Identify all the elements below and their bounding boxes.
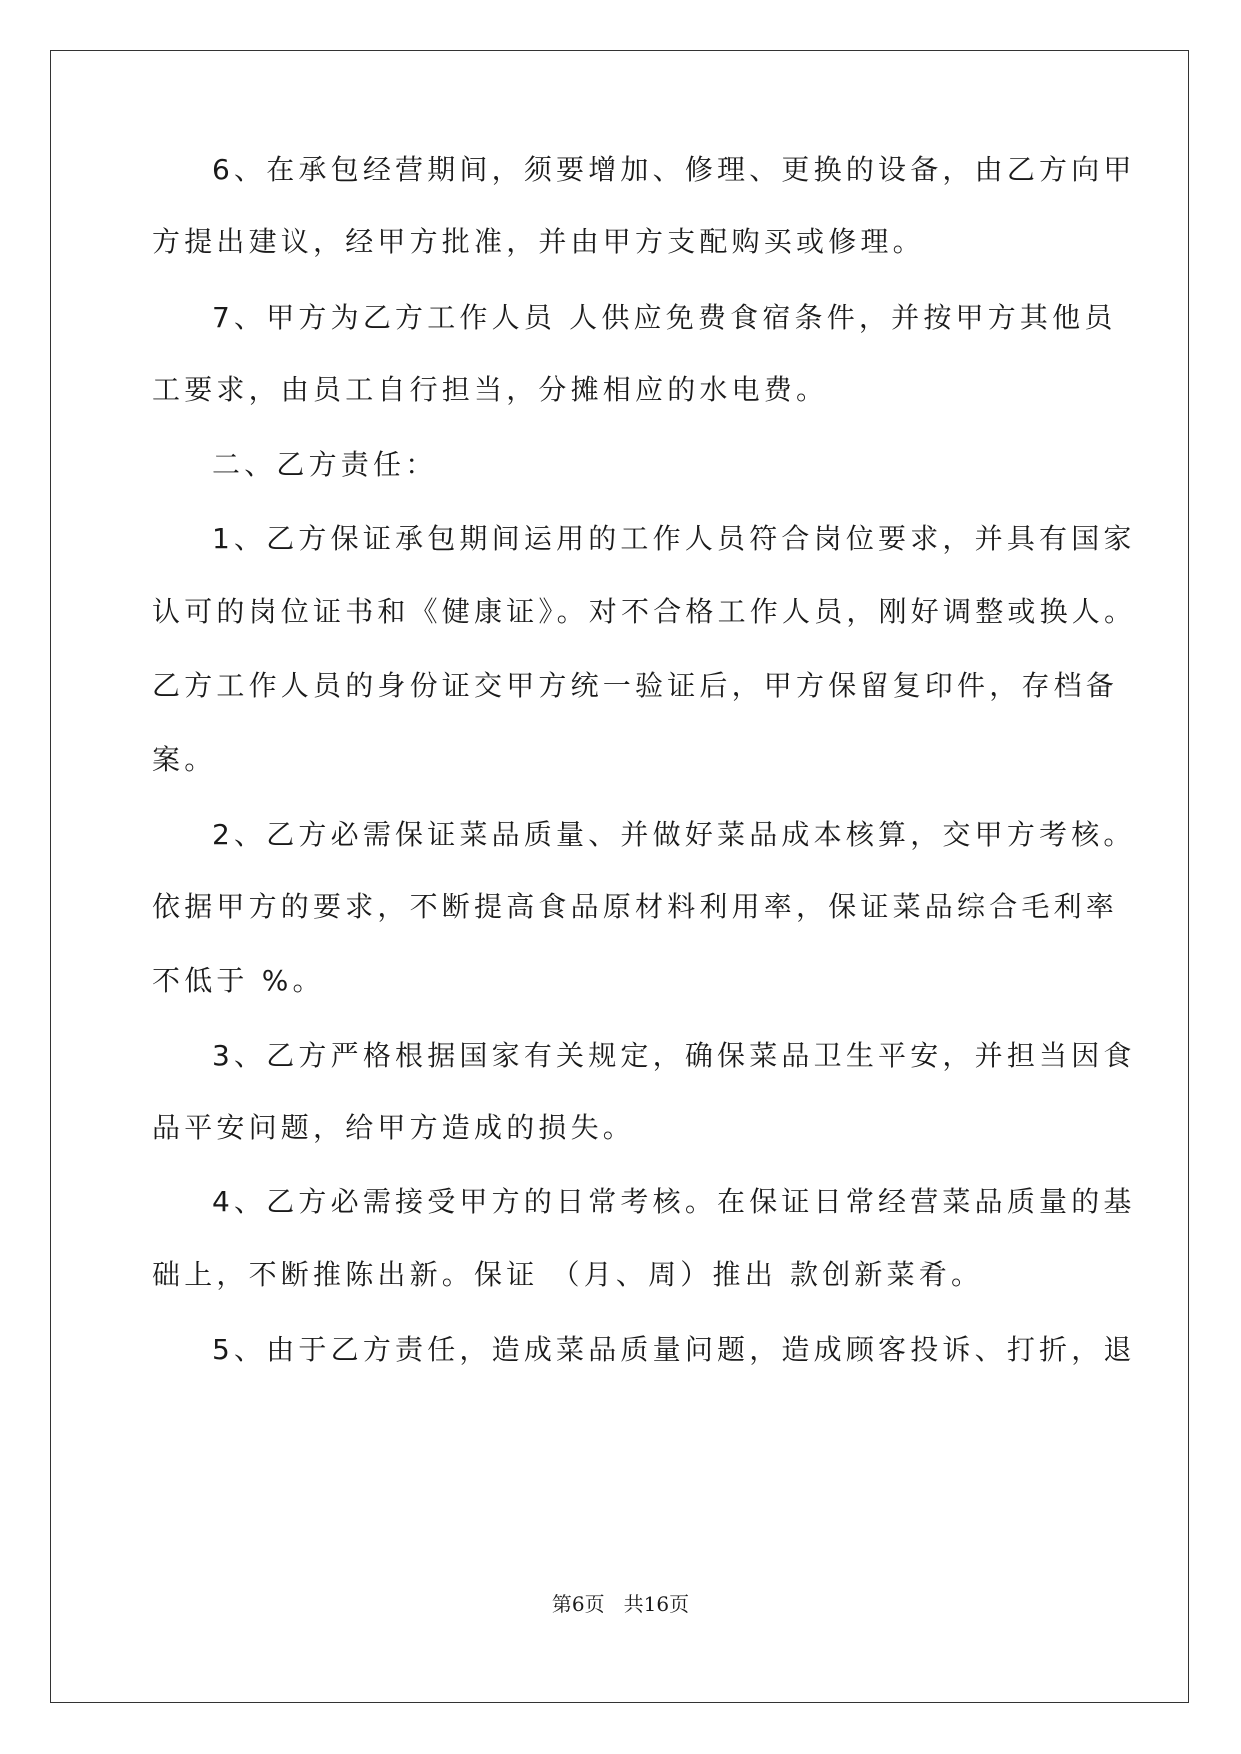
paragraph-line: 乙方工作人员的身份证交甲方统一验证后，甲方保留复印件，存档备 [152, 669, 1119, 702]
paragraph-line: 工要求，由员工自行担当，分摊相应的水电费。 [152, 373, 829, 406]
page-border [50, 50, 1189, 1703]
paragraph-line: 依据甲方的要求，不断提高食品原材料利用率，保证菜品综合毛利率 [152, 890, 1119, 923]
page-number-footer: 第6页 共16页 [551, 1592, 690, 1616]
paragraph-line: 4、乙方必需接受甲方的日常考核。在保证日常经营菜品质量的基 [212, 1185, 1136, 1218]
paragraph-line: 础上，不断推陈出新。保证 （月、周）推出 款创新菜肴。 [152, 1258, 984, 1291]
paragraph-line: 7、甲方为乙方工作人员 人供应免费食宿条件，并按甲方其他员 [212, 301, 1117, 334]
paragraph-line: 认可的岗位证书和《健康证》。对不合格工作人员，刚好调整或换人。 [152, 595, 1137, 628]
paragraph-line: 6、在承包经营期间，须要增加、修理、更换的设备，由乙方向甲 [212, 153, 1136, 186]
paragraph-line: 3、乙方严格根据国家有关规定，确保菜品卫生平安，并担当因食 [212, 1039, 1136, 1072]
paragraph-line: 不低于 %。 [152, 964, 325, 997]
paragraph-line: 2、乙方必需保证菜品质量、并做好菜品成本核算，交甲方考核。 [212, 818, 1136, 851]
paragraph-line: 品平安问题，给甲方造成的损失。 [152, 1111, 636, 1144]
paragraph-line: 5、由于乙方责任，造成菜品质量问题，造成顾客投诉、打折，退 [212, 1333, 1136, 1366]
paragraph-line: 1、乙方保证承包期间运用的工作人员符合岗位要求，并具有国家 [212, 522, 1136, 555]
paragraph-line: 案。 [152, 743, 217, 776]
section-heading: 二、乙方责任： [212, 448, 438, 481]
paragraph-line: 方提出建议，经甲方批准，并由甲方支配购买或修理。 [152, 225, 925, 258]
